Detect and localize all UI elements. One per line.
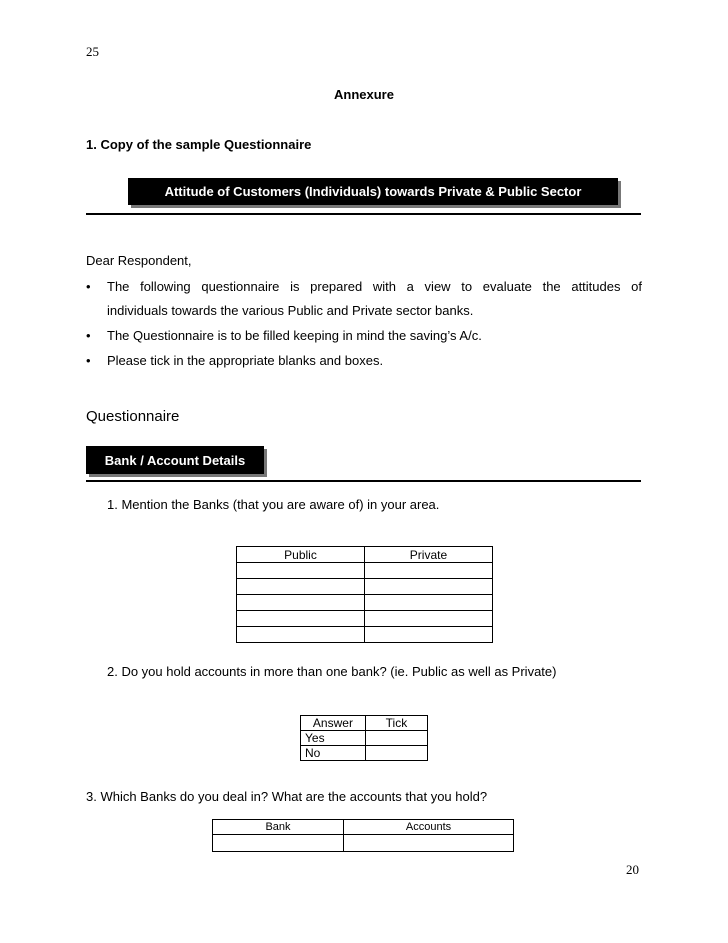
page-number-bottom: 20 — [626, 862, 639, 877]
table-cell[interactable] — [364, 579, 492, 595]
multiple-accounts-table — [300, 715, 428, 761]
table-cell[interactable] — [364, 595, 492, 611]
survey-title-text: Attitude of Customers (Individuals) towards Private & Public Sector — [164, 184, 582, 199]
page-number-top: 25 — [86, 44, 99, 59]
annexure-heading: Annexure — [334, 87, 394, 102]
table-cell[interactable] — [344, 835, 514, 852]
question-3: 3. Which Banks do you deal in? What are the accounts that you hold? — [86, 789, 488, 804]
answer-yes: Yes — [301, 731, 366, 746]
questionnaire-heading: Questionnaire — [86, 408, 180, 425]
table-cell[interactable] — [364, 611, 492, 627]
tick-box-yes[interactable] — [365, 731, 427, 746]
question-1: 1. Mention the Banks (that you are aware of) in your area. — [107, 497, 440, 512]
bullet-1-line-1: The following questionnaire is prepared with a view to evaluate the attitudes of — [107, 279, 642, 294]
header-answer: Answer — [301, 716, 366, 731]
horizontal-rule — [86, 480, 641, 482]
bullet-icon: • — [86, 353, 91, 368]
table-cell[interactable] — [237, 595, 365, 611]
banks-accounts-table — [212, 819, 514, 852]
header-public: Public — [237, 547, 365, 563]
bank-account-details-banner — [86, 446, 264, 474]
header-bank: Bank — [213, 820, 344, 835]
table-cell[interactable] — [237, 579, 365, 595]
section-heading: 1. Copy of the sample Questionnaire — [86, 137, 312, 152]
answer-no: No — [301, 746, 366, 761]
bullet-icon: • — [86, 279, 91, 294]
banks-aware-table — [236, 546, 493, 643]
table-cell[interactable] — [364, 563, 492, 579]
header-private: Private — [364, 547, 492, 563]
survey-title-banner — [128, 178, 618, 205]
bullet-1-line-2: individuals towards the various Public and Private sector banks. — [107, 303, 474, 318]
table-cell[interactable] — [237, 627, 365, 643]
bullet-icon: • — [86, 328, 91, 343]
bullet-3: Please tick in the appropriate blanks and boxes. — [107, 353, 384, 368]
header-accounts: Accounts — [344, 820, 514, 835]
table-cell[interactable] — [213, 835, 344, 852]
bullet-2: The Questionnaire is to be filled keeping in mind the saving’s A/c. — [107, 328, 482, 343]
table-cell[interactable] — [237, 611, 365, 627]
header-tick: Tick — [365, 716, 427, 731]
table-cell[interactable] — [237, 563, 365, 579]
salutation: Dear Respondent, — [86, 253, 192, 268]
tick-box-no[interactable] — [365, 746, 427, 761]
horizontal-rule — [86, 213, 641, 215]
table-cell[interactable] — [364, 627, 492, 643]
question-2: 2. Do you hold accounts in more than one bank? (ie. Public as well as Private) — [107, 664, 557, 679]
bank-account-details-text: Bank / Account Details — [104, 452, 246, 468]
